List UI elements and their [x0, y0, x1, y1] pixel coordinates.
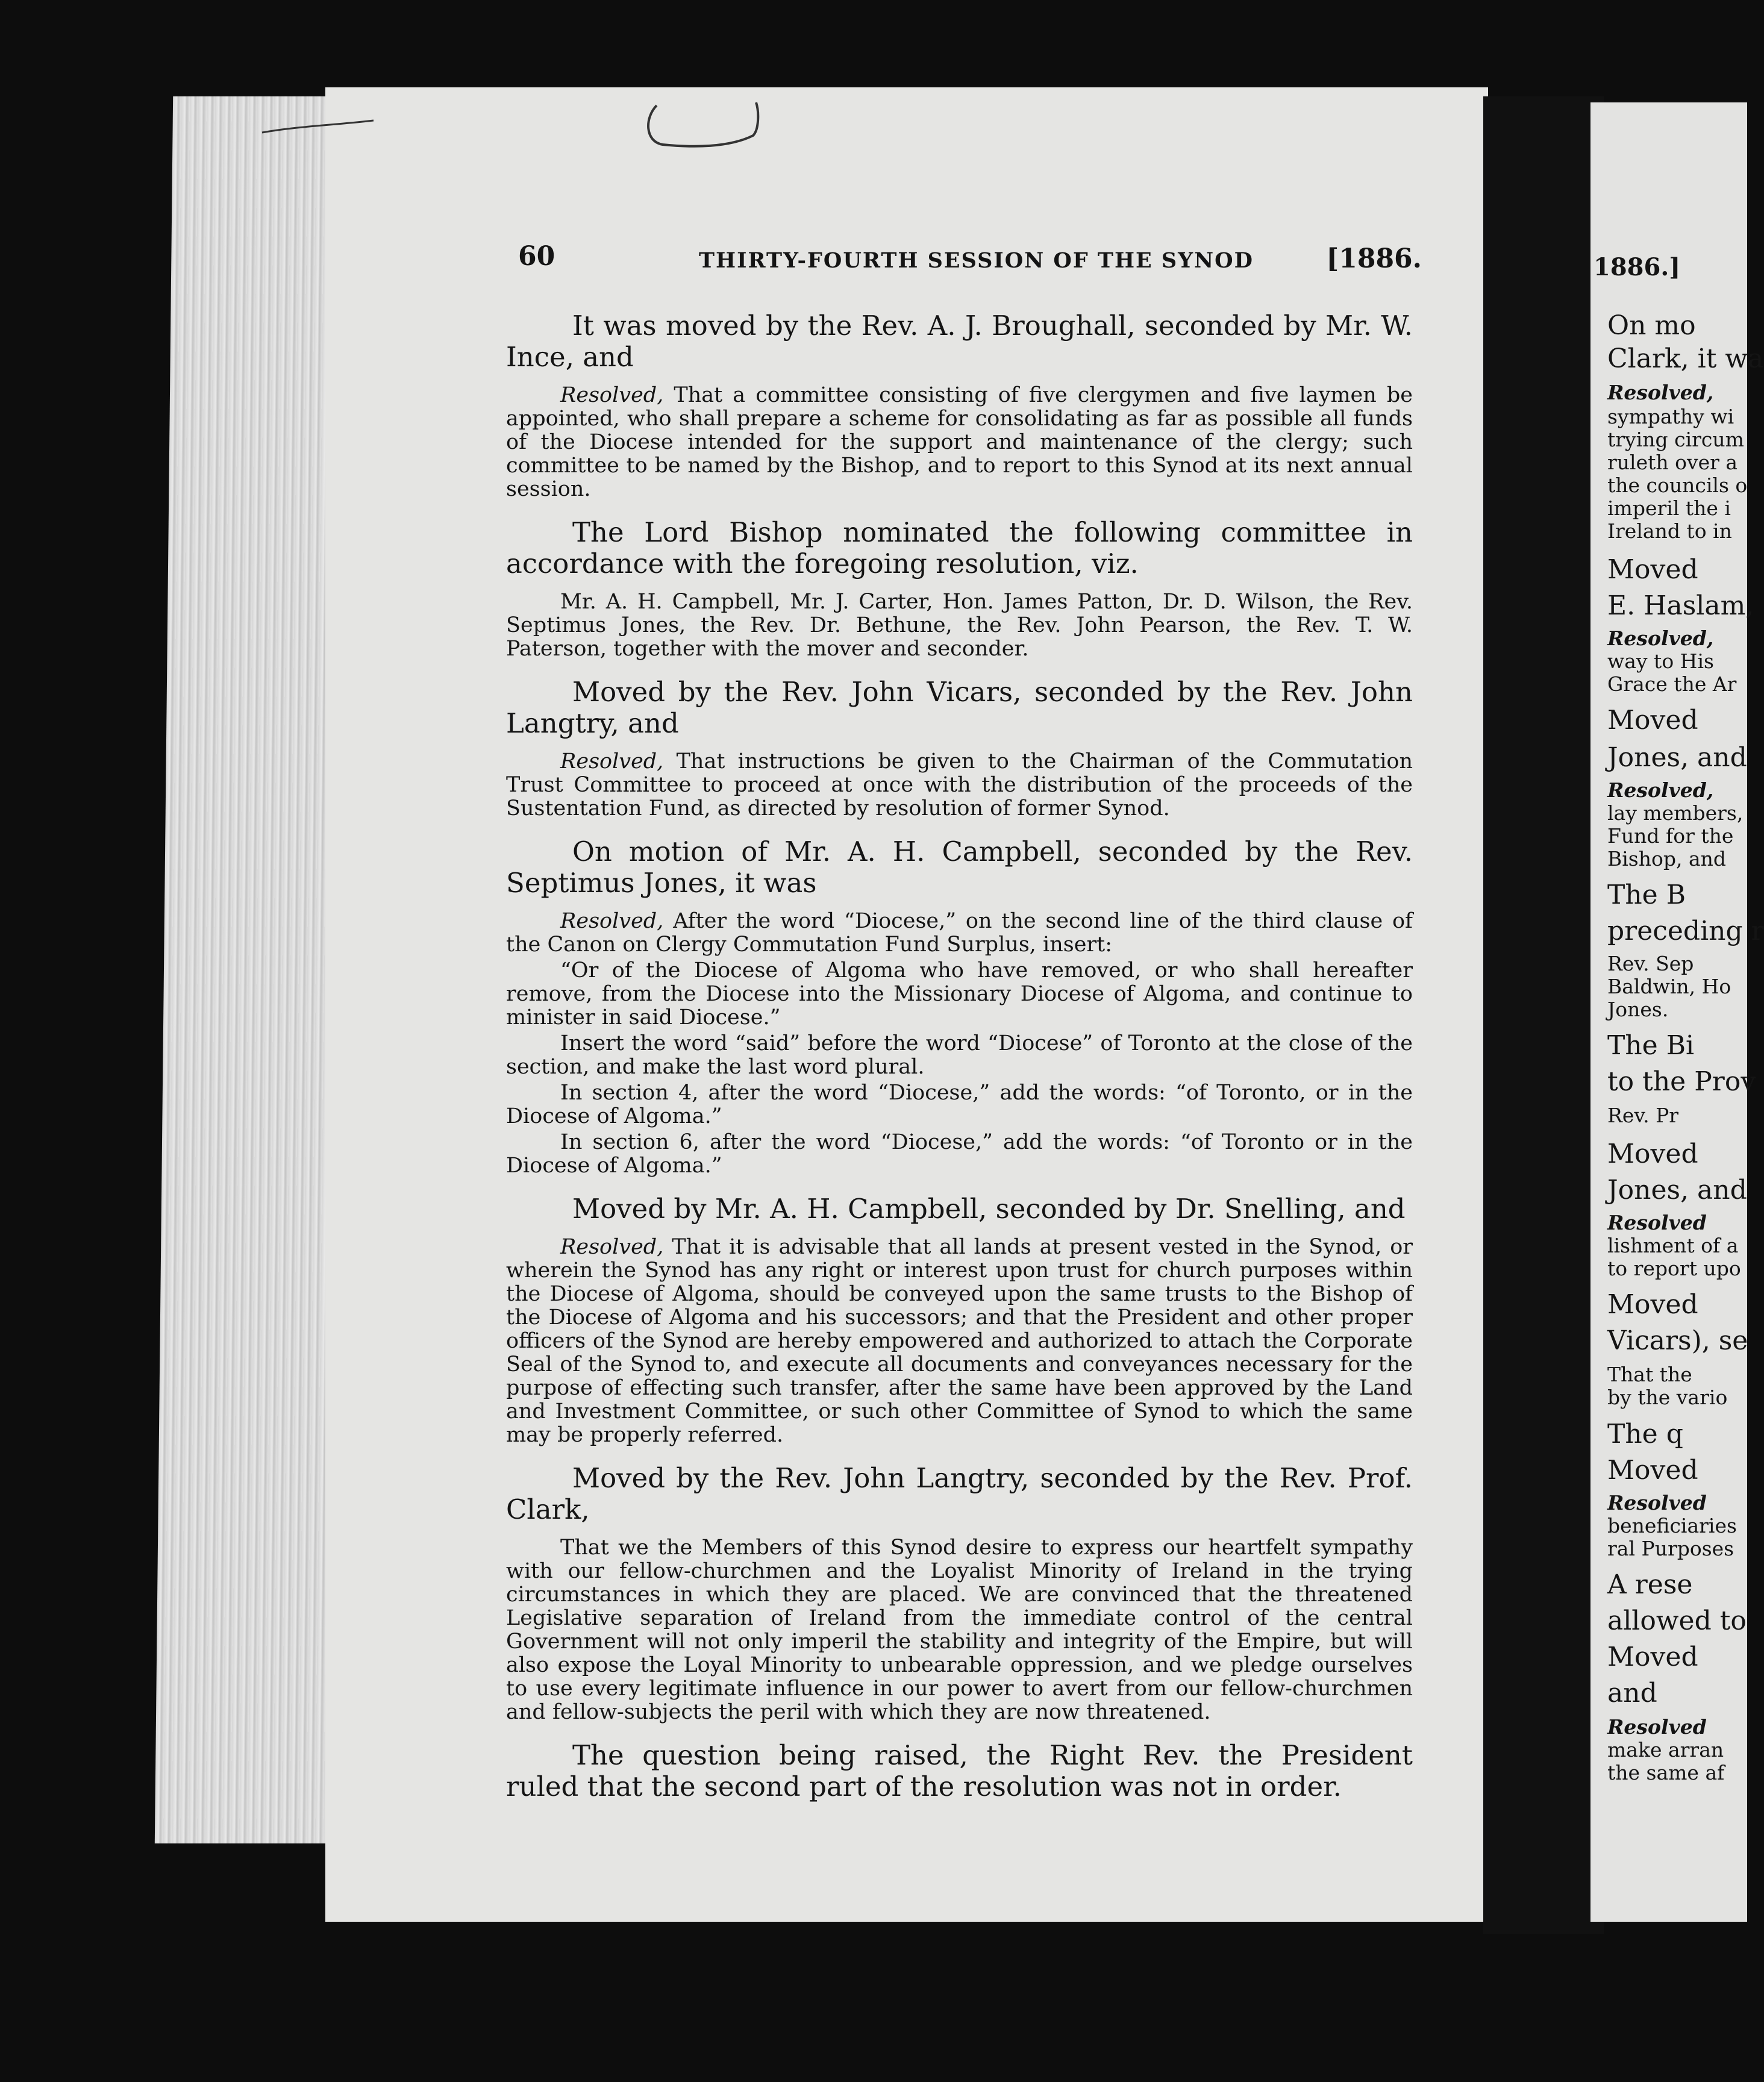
right-page-line: Bishop, and [1607, 847, 1727, 871]
right-page-line: Resolved, [1607, 778, 1714, 802]
paragraph [506, 1131, 1413, 1178]
right-page-line: beneficiaries [1607, 1514, 1737, 1537]
page-edge-stack [155, 96, 354, 1843]
right-page [1590, 102, 1764, 1922]
right-page-line: Grace the Ar [1607, 672, 1737, 696]
paragraph-text: That a committee consisting of five clergymen and five laymen be appointed, who shall prepare a scheme for consolidating as far as possible all funds of the Diocese intended for the support and maintenance of the clergy; such committee to be named by the Bishop, and to report to this Synod at its next annual session. [506, 383, 1413, 501]
pencil-mark [639, 99, 771, 154]
paragraph [506, 1081, 1413, 1128]
right-page-line: way to His [1607, 649, 1714, 673]
right-page-line: and [1607, 1678, 1657, 1708]
right-page-line: Resolved, [1607, 627, 1714, 650]
paragraph-text: The Lord Bishop nominated the following committee in accordance with the foregoing resolution, viz. [506, 516, 1413, 580]
paragraph [506, 750, 1413, 821]
right-page-line: imperil the i [1607, 496, 1731, 520]
paragraph-text: That instructions be given to the Chairman of the Commutation Trust Committee to proceed at once with the distribution of the proceeds of the Sustentation Fund, as directed by resolution of former Synod. [506, 749, 1413, 821]
paragraph [506, 1536, 1413, 1724]
paragraph-text: That we the Members of this Synod desire to express our heartfelt sympathy with our fellow-churchmen and the Loyalist Minority of Ireland in the trying circumstances in which they are placed. We are convinced that the threatened Legislative separation of Ireland from the immediate control of the central Government will not only imperil the stability and integrity of the Empire, but will also expose the Loyal Minority to unbearable oppression, and we pledge ourselves to use every legitimate influence in our power to avert from our fellow-churchmen and fellow-subjects the peril with which they are now threatened. [506, 1536, 1413, 1724]
right-page-line: The q [1607, 1419, 1683, 1449]
paragraph [506, 1740, 1413, 1802]
paragraph-text: Insert the word “said” before the word “Diocese” of Toronto at the close of the section, and make the last word plural. [506, 1031, 1413, 1079]
paragraph [506, 310, 1413, 373]
right-page-line: by the vario [1607, 1386, 1728, 1409]
paragraph-text: The question being raised, the Right Rev. the President ruled that the second part of the resolution was not in order. [506, 1739, 1413, 1802]
right-page-line: The B [1607, 880, 1686, 910]
right-page-line: Clark, it wa [1607, 343, 1764, 374]
paragraph-text: Moved by Mr. A. H. Campbell, seconded by Dr. Snelling, and [572, 1193, 1406, 1225]
pencil-tick [259, 114, 380, 139]
right-page-line: Moved [1607, 1139, 1698, 1169]
page-number: 60 [518, 241, 555, 272]
resolved-label: Resolved, [560, 749, 664, 774]
right-page-line: lay members, [1607, 801, 1744, 825]
paragraph-text: After the word “Diocese,” on the second line of the third clause of the Canon on Clergy Commutation Fund Surplus, insert: [506, 909, 1413, 957]
paragraph-text: Moved by the Rev. John Langtry, seconded by the Rev. Prof. Clark, [506, 1462, 1413, 1525]
right-page-line: A rese [1607, 1569, 1693, 1600]
right-page-line: Resolved [1607, 1715, 1707, 1739]
right-page-line: to report upo [1607, 1257, 1741, 1280]
right-page-line: Rev. Pr [1607, 1104, 1679, 1127]
paragraph-text: In section 6, after the word “Diocese,” add the words: “of Toronto or in the Diocese of Algoma.” [506, 1130, 1413, 1178]
right-page-line: lishment of a [1607, 1234, 1739, 1257]
left-page-text [506, 310, 1413, 1813]
right-page-line: Jones, and [1607, 742, 1747, 773]
right-page-line: ruleth over a [1607, 451, 1738, 474]
paragraph-text: On motion of Mr. A. H. Campbell, seconded by the Rev. Septimus Jones, it was [506, 836, 1413, 899]
right-page-line: trying circum [1607, 428, 1744, 451]
paragraph-text: Mr. A. H. Campbell, Mr. J. Carter, Hon. James Patton, Dr. D. Wilson, the Rev. Septimus Jones, the Rev. Dr. Bethune, the Rev. John Pearson, the Rev. T. W. Paterson, together with the mover and seconder. [506, 590, 1413, 661]
right-page-line: Vicars), se [1607, 1325, 1748, 1356]
right-page-line: Rev. Sep [1607, 952, 1694, 975]
right-page-line: sympathy wi [1607, 405, 1734, 428]
right-page-line: the councils o [1607, 474, 1748, 497]
paragraph [506, 1236, 1413, 1447]
right-page-line: Resolved [1607, 1491, 1707, 1515]
right-page-line: Moved [1607, 705, 1698, 736]
right-page-line: On mo [1607, 310, 1696, 341]
paragraph [506, 1193, 1413, 1225]
right-page-line: the same af [1607, 1761, 1725, 1784]
page-header [506, 241, 1422, 289]
right-page-line: Moved [1607, 1289, 1698, 1320]
paragraph-text: Moved by the Rev. John Vicars, seconded by the Rev. John Langtry, and [506, 676, 1413, 739]
paragraph [506, 959, 1413, 1030]
right-page-line: preceding r [1607, 916, 1764, 946]
right-page-line: Resolved, [1607, 381, 1714, 404]
paragraph [506, 517, 1413, 580]
header-year: [1886. [1326, 243, 1422, 274]
right-page-line: Resolved [1607, 1211, 1707, 1234]
paragraph-text: That it is advisable that all lands at present vested in the Synod, or wherein the Synod has any right or interest upon trust for church purposes within the Diocese of Algoma, should be conveyed upon the same trusts to the Bishop of the Diocese of Algoma and his successors; and that the President and other proper officers of the Synod are hereby empowered and authorized to attach the Corporate Seal of the Synod to, and execute all documents and conveyances necessary for the purpose of effecting such transfer, after the same have been approved by the Land and Investment Committee, or such other Committee of Synod to which the same may be properly referred. [506, 1235, 1413, 1447]
paragraph-text: In section 4, after the word “Diocese,” add the words: “of Toronto, or in the Diocese of Algoma.” [506, 1081, 1413, 1128]
right-page-line: Ireland to in [1607, 519, 1732, 543]
right-page-line: make arran [1607, 1738, 1724, 1762]
paragraph [506, 590, 1413, 661]
resolved-label: Resolved, [560, 1235, 664, 1259]
paragraph [506, 910, 1413, 957]
right-page-line: Fund for the [1607, 824, 1734, 848]
paragraph [506, 1032, 1413, 1079]
paragraph-text: “Or of the Diocese of Algoma who have removed, or who shall hereafter remove, from the Diocese into the Missionary Diocese of Algoma, and continue to minister in said Diocese.” [506, 958, 1413, 1030]
resolved-label: Resolved, [560, 909, 664, 933]
paragraph-text: It was moved by the Rev. A. J. Broughall, seconded by Mr. W. Ince, and [506, 310, 1413, 373]
right-page-line: Baldwin, Ho [1607, 975, 1731, 998]
right-page-line: Moved [1607, 554, 1698, 585]
paragraph [506, 677, 1413, 739]
right-page-line: Moved [1607, 1455, 1698, 1486]
right-page-line: ral Purposes [1607, 1537, 1734, 1560]
paragraph [506, 384, 1413, 501]
right-page-line: That the [1607, 1363, 1692, 1386]
right-page-line: to the Prov [1607, 1066, 1756, 1097]
right-page-line: Jones. [1607, 998, 1669, 1021]
paragraph [506, 1463, 1413, 1525]
resolved-label: Resolved, [560, 383, 664, 407]
book-gutter [1483, 96, 1604, 1934]
right-page-line: The Bi [1607, 1030, 1695, 1061]
right-page-line: allowed to [1607, 1605, 1747, 1636]
right-page-line: Moved [1607, 1642, 1698, 1672]
right-page-line: E. Haslam, [1607, 590, 1754, 621]
paragraph [506, 836, 1413, 899]
right-page-header: 1886.] [1594, 253, 1681, 281]
right-page-line: Jones, and [1607, 1175, 1747, 1205]
running-head: THIRTY-FOURTH SESSION OF THE SYNOD [699, 248, 1254, 273]
